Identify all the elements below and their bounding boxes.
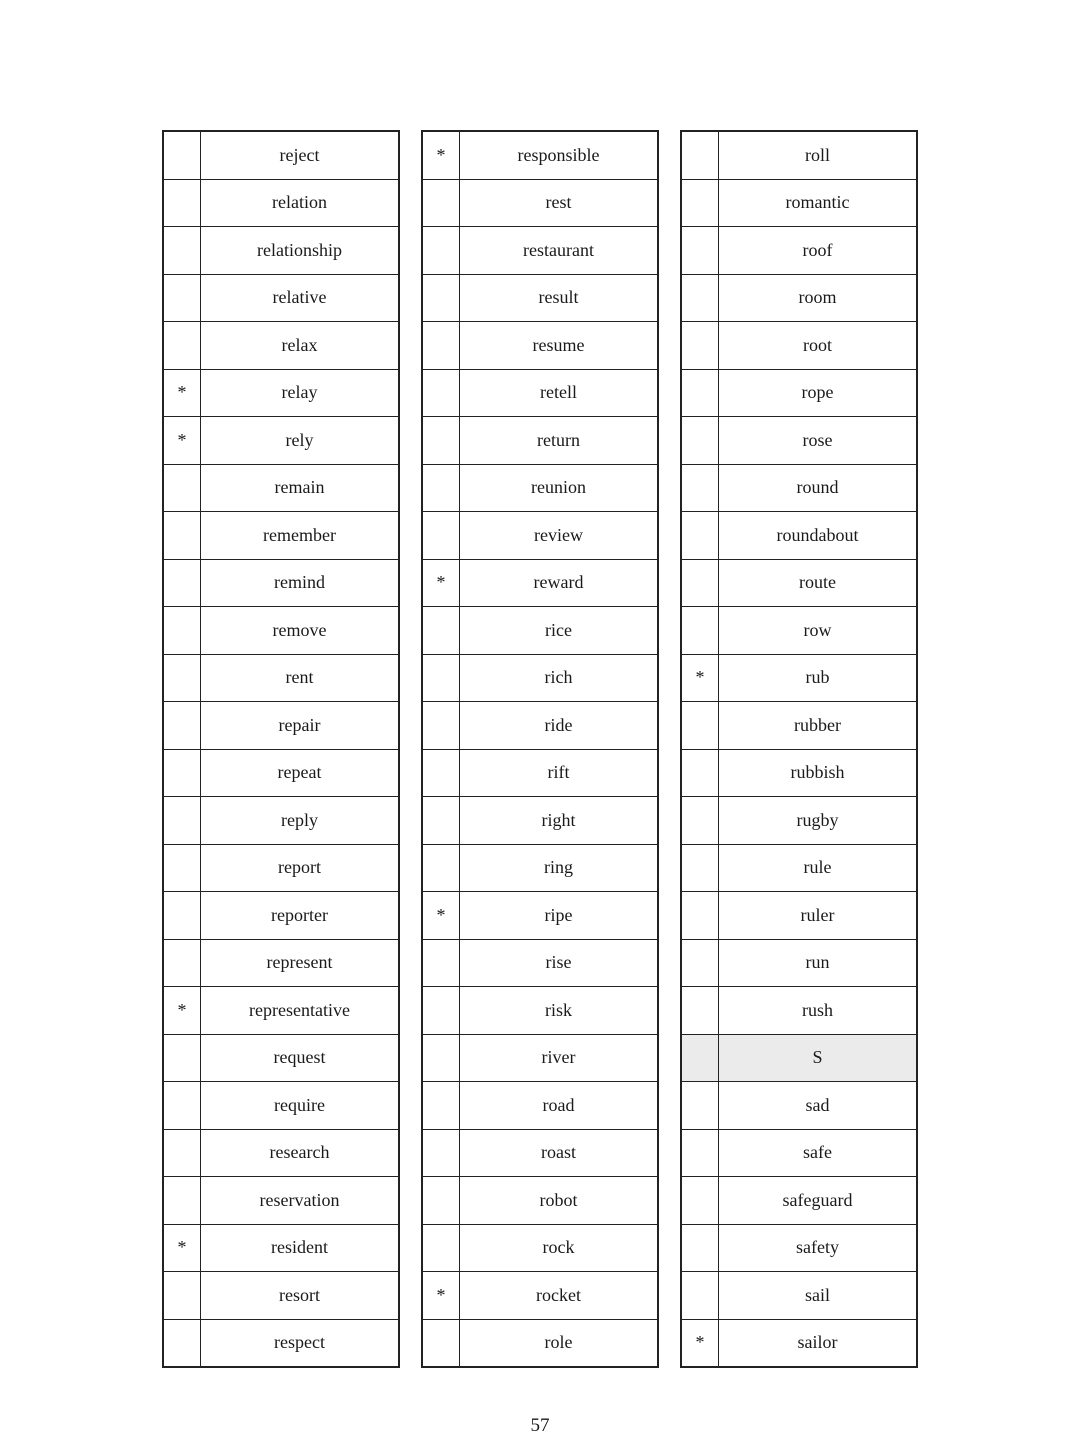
star-mark-cell <box>163 607 201 655</box>
star-mark-cell <box>163 654 201 702</box>
star-mark-cell <box>422 322 460 370</box>
word-cell: river <box>460 1034 659 1082</box>
star-mark-cell <box>422 1129 460 1177</box>
table-row <box>422 227 658 275</box>
word-cell: return <box>460 417 659 465</box>
word-cell: route <box>719 559 918 607</box>
star-mark-cell: * <box>163 417 201 465</box>
star-mark-cell <box>681 464 719 512</box>
word-cell: rest <box>460 179 659 227</box>
star-mark-cell <box>163 1272 201 1320</box>
table-row <box>163 417 399 465</box>
star-mark-cell: * <box>163 987 201 1035</box>
table-row <box>163 1129 399 1177</box>
word-cell: result <box>460 274 659 322</box>
table-row <box>422 987 658 1035</box>
word-cell: repeat <box>201 749 400 797</box>
star-mark-cell <box>163 1129 201 1177</box>
word-cell: romantic <box>719 179 918 227</box>
table-row <box>422 131 658 179</box>
word-cell: run <box>719 939 918 987</box>
table-row <box>163 844 399 892</box>
table-row <box>681 227 917 275</box>
star-mark-cell <box>422 274 460 322</box>
table-row <box>163 1082 399 1130</box>
word-table-column-1 <box>162 130 400 1368</box>
word-cell: remind <box>201 559 400 607</box>
star-mark-cell <box>163 131 201 179</box>
star-mark-cell <box>422 464 460 512</box>
star-mark-cell: * <box>163 1224 201 1272</box>
word-cell: rift <box>460 749 659 797</box>
word-cell: relax <box>201 322 400 370</box>
word-cell: role <box>460 1319 659 1367</box>
star-mark-cell <box>681 1224 719 1272</box>
table-row <box>422 274 658 322</box>
star-mark-cell <box>422 417 460 465</box>
word-cell: robot <box>460 1177 659 1225</box>
star-mark-cell: * <box>422 892 460 940</box>
table-row <box>422 1129 658 1177</box>
star-mark-cell <box>681 179 719 227</box>
table-row <box>163 1272 399 1320</box>
table-row <box>163 131 399 179</box>
star-mark-cell <box>422 1082 460 1130</box>
star-mark-cell <box>163 1177 201 1225</box>
table-row <box>422 1319 658 1367</box>
star-mark-cell <box>681 369 719 417</box>
star-mark-cell <box>163 1082 201 1130</box>
word-cell: rely <box>201 417 400 465</box>
table-row <box>681 464 917 512</box>
star-mark-cell: * <box>422 559 460 607</box>
word-cell: reunion <box>460 464 659 512</box>
table-row <box>163 939 399 987</box>
word-cell: safety <box>719 1224 918 1272</box>
table-row <box>422 797 658 845</box>
word-cell: rush <box>719 987 918 1035</box>
star-mark-cell <box>163 559 201 607</box>
word-cell: ruler <box>719 892 918 940</box>
word-cell: review <box>460 512 659 560</box>
star-mark-cell <box>681 131 719 179</box>
word-cell: relay <box>201 369 400 417</box>
word-cell: resort <box>201 1272 400 1320</box>
star-mark-cell <box>163 179 201 227</box>
star-mark-cell <box>422 702 460 750</box>
word-cell: request <box>201 1034 400 1082</box>
table-row <box>422 464 658 512</box>
star-mark-cell <box>681 1082 719 1130</box>
word-cell: represent <box>201 939 400 987</box>
star-mark-cell <box>163 1034 201 1082</box>
table-row <box>163 797 399 845</box>
table-row <box>163 1034 399 1082</box>
table-row <box>422 512 658 560</box>
word-cell: restaurant <box>460 227 659 275</box>
word-cell: report <box>201 844 400 892</box>
table-row <box>422 322 658 370</box>
table-row <box>163 179 399 227</box>
table-row <box>422 1082 658 1130</box>
table-row <box>163 654 399 702</box>
table-row <box>681 654 917 702</box>
star-mark-cell <box>681 1034 719 1082</box>
star-mark-cell <box>681 797 719 845</box>
word-cell: rent <box>201 654 400 702</box>
star-mark-cell <box>681 322 719 370</box>
table-row <box>422 1177 658 1225</box>
word-cell: rub <box>719 654 918 702</box>
star-mark-cell <box>163 749 201 797</box>
word-cell: roundabout <box>719 512 918 560</box>
table-row <box>422 179 658 227</box>
table-row <box>422 1224 658 1272</box>
word-cell: repair <box>201 702 400 750</box>
star-mark-cell <box>163 939 201 987</box>
table-row <box>681 939 917 987</box>
word-cell: sad <box>719 1082 918 1130</box>
table-row <box>163 1177 399 1225</box>
word-cell: resume <box>460 322 659 370</box>
star-mark-cell <box>422 1319 460 1367</box>
word-cell: room <box>719 274 918 322</box>
table-row <box>163 1224 399 1272</box>
star-mark-cell <box>163 227 201 275</box>
table-row <box>681 892 917 940</box>
table-row <box>681 844 917 892</box>
star-mark-cell <box>681 987 719 1035</box>
word-cell: road <box>460 1082 659 1130</box>
word-cell: right <box>460 797 659 845</box>
table-row <box>163 512 399 560</box>
word-cell: round <box>719 464 918 512</box>
table-row <box>681 131 917 179</box>
table-row <box>681 369 917 417</box>
word-cell: remember <box>201 512 400 560</box>
word-cell: representative <box>201 987 400 1035</box>
word-cell: responsible <box>460 131 659 179</box>
star-mark-cell <box>163 892 201 940</box>
word-cell: reservation <box>201 1177 400 1225</box>
table-row <box>681 702 917 750</box>
table-row <box>422 607 658 655</box>
star-mark-cell <box>163 844 201 892</box>
word-cell: rock <box>460 1224 659 1272</box>
star-mark-cell <box>681 227 719 275</box>
word-cell: roll <box>719 131 918 179</box>
table-row <box>163 607 399 655</box>
word-cell: safeguard <box>719 1177 918 1225</box>
table-row <box>422 702 658 750</box>
table-row <box>163 702 399 750</box>
star-mark-cell <box>422 369 460 417</box>
word-table-column-3 <box>680 130 918 1368</box>
table-row <box>422 892 658 940</box>
table-row <box>163 464 399 512</box>
word-cell: ripe <box>460 892 659 940</box>
word-cell: sailor <box>719 1319 918 1367</box>
star-mark-cell <box>681 1129 719 1177</box>
star-mark-cell <box>681 702 719 750</box>
table-row <box>163 559 399 607</box>
star-mark-cell: * <box>681 654 719 702</box>
table-row <box>681 274 917 322</box>
table-row <box>422 369 658 417</box>
star-mark-cell <box>681 844 719 892</box>
word-cell: rise <box>460 939 659 987</box>
word-cell: sail <box>719 1272 918 1320</box>
table-row <box>681 1319 917 1367</box>
star-mark-cell: * <box>163 369 201 417</box>
table-row <box>163 227 399 275</box>
star-mark-cell <box>422 844 460 892</box>
table-row <box>681 322 917 370</box>
star-mark-cell <box>681 417 719 465</box>
star-mark-cell <box>163 797 201 845</box>
table-row <box>163 892 399 940</box>
word-cell: respect <box>201 1319 400 1367</box>
table-row <box>681 987 917 1035</box>
star-mark-cell <box>422 1224 460 1272</box>
word-cell: rule <box>719 844 918 892</box>
table-row <box>422 417 658 465</box>
star-mark-cell <box>681 939 719 987</box>
word-cell: relationship <box>201 227 400 275</box>
star-mark-cell <box>163 702 201 750</box>
star-mark-cell <box>163 322 201 370</box>
star-mark-cell <box>163 512 201 560</box>
word-cell: safe <box>719 1129 918 1177</box>
star-mark-cell <box>422 1177 460 1225</box>
word-cell: rubbish <box>719 749 918 797</box>
table-row <box>681 559 917 607</box>
table-row <box>163 369 399 417</box>
word-cell: reject <box>201 131 400 179</box>
star-mark-cell <box>163 464 201 512</box>
table-row <box>422 1272 658 1320</box>
word-cell: roof <box>719 227 918 275</box>
word-cell: reporter <box>201 892 400 940</box>
table-row <box>163 987 399 1035</box>
word-cell: risk <box>460 987 659 1035</box>
word-cell: rugby <box>719 797 918 845</box>
table-row <box>163 749 399 797</box>
table-row <box>422 559 658 607</box>
table-row <box>681 1272 917 1320</box>
page-number: 57 <box>530 1415 550 1436</box>
table-row <box>422 844 658 892</box>
word-cell: ride <box>460 702 659 750</box>
star-mark-cell <box>681 607 719 655</box>
word-cell: reply <box>201 797 400 845</box>
star-mark-cell <box>422 179 460 227</box>
table-row <box>422 939 658 987</box>
word-cell: retell <box>460 369 659 417</box>
star-mark-cell <box>422 797 460 845</box>
star-mark-cell <box>163 1319 201 1367</box>
table-row <box>681 417 917 465</box>
table-row <box>163 1319 399 1367</box>
word-cell: resident <box>201 1224 400 1272</box>
table-row <box>163 274 399 322</box>
word-cell: roast <box>460 1129 659 1177</box>
star-mark-cell <box>422 749 460 797</box>
word-cell: reward <box>460 559 659 607</box>
star-mark-cell <box>422 227 460 275</box>
word-cell: require <box>201 1082 400 1130</box>
word-cell: rubber <box>719 702 918 750</box>
table-row <box>681 1177 917 1225</box>
word-cell: relation <box>201 179 400 227</box>
star-mark-cell <box>681 1177 719 1225</box>
star-mark-cell: * <box>422 1272 460 1320</box>
table-row <box>422 749 658 797</box>
table-row <box>681 797 917 845</box>
word-cell: remain <box>201 464 400 512</box>
star-mark-cell <box>681 1272 719 1320</box>
star-mark-cell <box>681 512 719 560</box>
word-cell: ring <box>460 844 659 892</box>
star-mark-cell <box>681 892 719 940</box>
section-header-row <box>681 1034 917 1082</box>
star-mark-cell <box>422 607 460 655</box>
word-cell: rope <box>719 369 918 417</box>
word-table-column-2 <box>421 130 659 1368</box>
word-cell: research <box>201 1129 400 1177</box>
star-mark-cell <box>422 654 460 702</box>
star-mark-cell <box>422 512 460 560</box>
word-cell: rich <box>460 654 659 702</box>
word-cell: rice <box>460 607 659 655</box>
word-cell: row <box>719 607 918 655</box>
star-mark-cell <box>422 939 460 987</box>
table-row <box>681 1129 917 1177</box>
table-row <box>681 749 917 797</box>
word-cell: rocket <box>460 1272 659 1320</box>
table-row <box>163 322 399 370</box>
star-mark-cell <box>422 1034 460 1082</box>
star-mark-cell: * <box>422 131 460 179</box>
section-letter-cell: S <box>719 1034 918 1082</box>
table-row <box>681 607 917 655</box>
word-cell: rose <box>719 417 918 465</box>
star-mark-cell <box>163 274 201 322</box>
table-row <box>681 1224 917 1272</box>
word-cell: relative <box>201 274 400 322</box>
star-mark-cell <box>681 559 719 607</box>
star-mark-cell <box>681 274 719 322</box>
table-row <box>422 654 658 702</box>
table-row <box>681 179 917 227</box>
table-row <box>681 1082 917 1130</box>
star-mark-cell: * <box>681 1319 719 1367</box>
star-mark-cell <box>681 749 719 797</box>
word-cell: root <box>719 322 918 370</box>
word-cell: remove <box>201 607 400 655</box>
table-row <box>681 512 917 560</box>
star-mark-cell <box>422 987 460 1035</box>
table-row <box>422 1034 658 1082</box>
